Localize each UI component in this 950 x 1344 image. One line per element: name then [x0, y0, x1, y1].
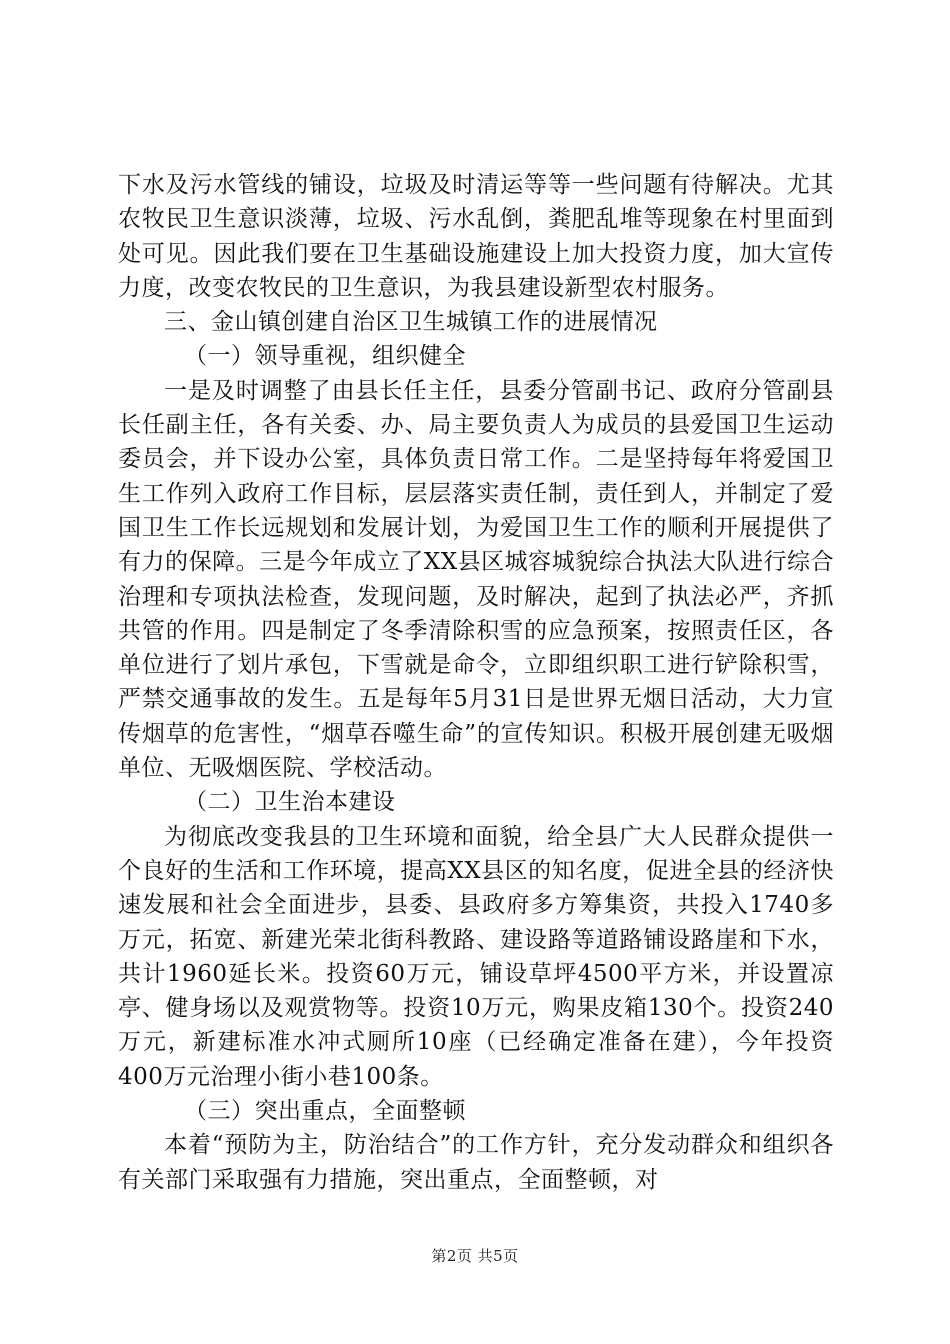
section-heading-3: 三、金山镇创建自治区卫生城镇工作的进展情况: [164, 309, 658, 336]
subsection-heading-2: （二）卫生治本建设: [184, 789, 396, 816]
document-body: [118, 168, 834, 1197]
paragraph-1: 下水及污水管线的铺设，垃圾及时清运等等一些问题有待解决。尤其农牧民卫生意识淡薄，垃圾、污水乱倒，粪肥乱堆等现象在村里面到处可见。因此我们要在卫生基础设施建设上加大投资力度，加大宣传力度，改变农牧民的卫生意识，为我县建设新型农村服务。: [118, 172, 834, 301]
paragraph-4: 本着“预防为主，防治结合”的工作方针，充分发动群众和组织各有关部门采取强有力措施，突出重点，全面整顿，对: [118, 1132, 834, 1193]
subsection-heading-3: （三）突出重点，全面整顿: [184, 1098, 466, 1125]
page-footer: 第2页 共5页: [431, 1247, 519, 1265]
paragraph-2: 一是及时调整了由县长任主任，县委分管副书记、政府分管副县长任副主任，各有关委、办、局主要负责人为成员的县爱国卫生运动委员会，并下设办公室，具体负责日常工作。二是坚持每年将爱国卫生工作列入政府工作目标，层层落实责任制，责任到人，并制定了爱国卫生工作长远规划和发展计划，为爱国卫生工作的顺利开展提供了有力的保障。三是今年成立了XX县区城容城貌综合执法大队进行综合治理和专项执法检查，发现问题，及时解决，起到了执法必严，齐抓共管的作用。四是制定了冬季清除积雪的应急预案，按照责任区，各单位进行了划片承包，下雪就是命令，立即组织职工进行铲除积雪，严禁交通事故的发生。五是每年5月31日是世界无烟日活动，大力宣传烟草的危害性，“烟草吞噬生命”的宣传知识。积极开展创建无吸烟单位、无吸烟医院、学校活动。: [118, 377, 834, 782]
paragraph-3: 为彻底改变我县的卫生环境和面貌，给全县广大人民群众提供一个良好的生活和工作环境，提高XX县区的知名度，促进全县的经济快速发展和社会全面进步，县委、县政府多方筹集资，共投入1740多万元，拓宽、新建光荣北街科教路、建设路等道路铺设路崖和下水，共计1960延长米。投资60万元，铺设草坪4500平方米，并设置凉亭、健身场以及观赏物等。投资10万元，购果皮箱130个。投资240万元，新建标准水冲式厕所10座（已经确定准备在建），今年投资400万元治理小街小巷100条。: [118, 823, 834, 1090]
subsection-heading-1: （一）领导重视，组织健全: [184, 343, 466, 370]
